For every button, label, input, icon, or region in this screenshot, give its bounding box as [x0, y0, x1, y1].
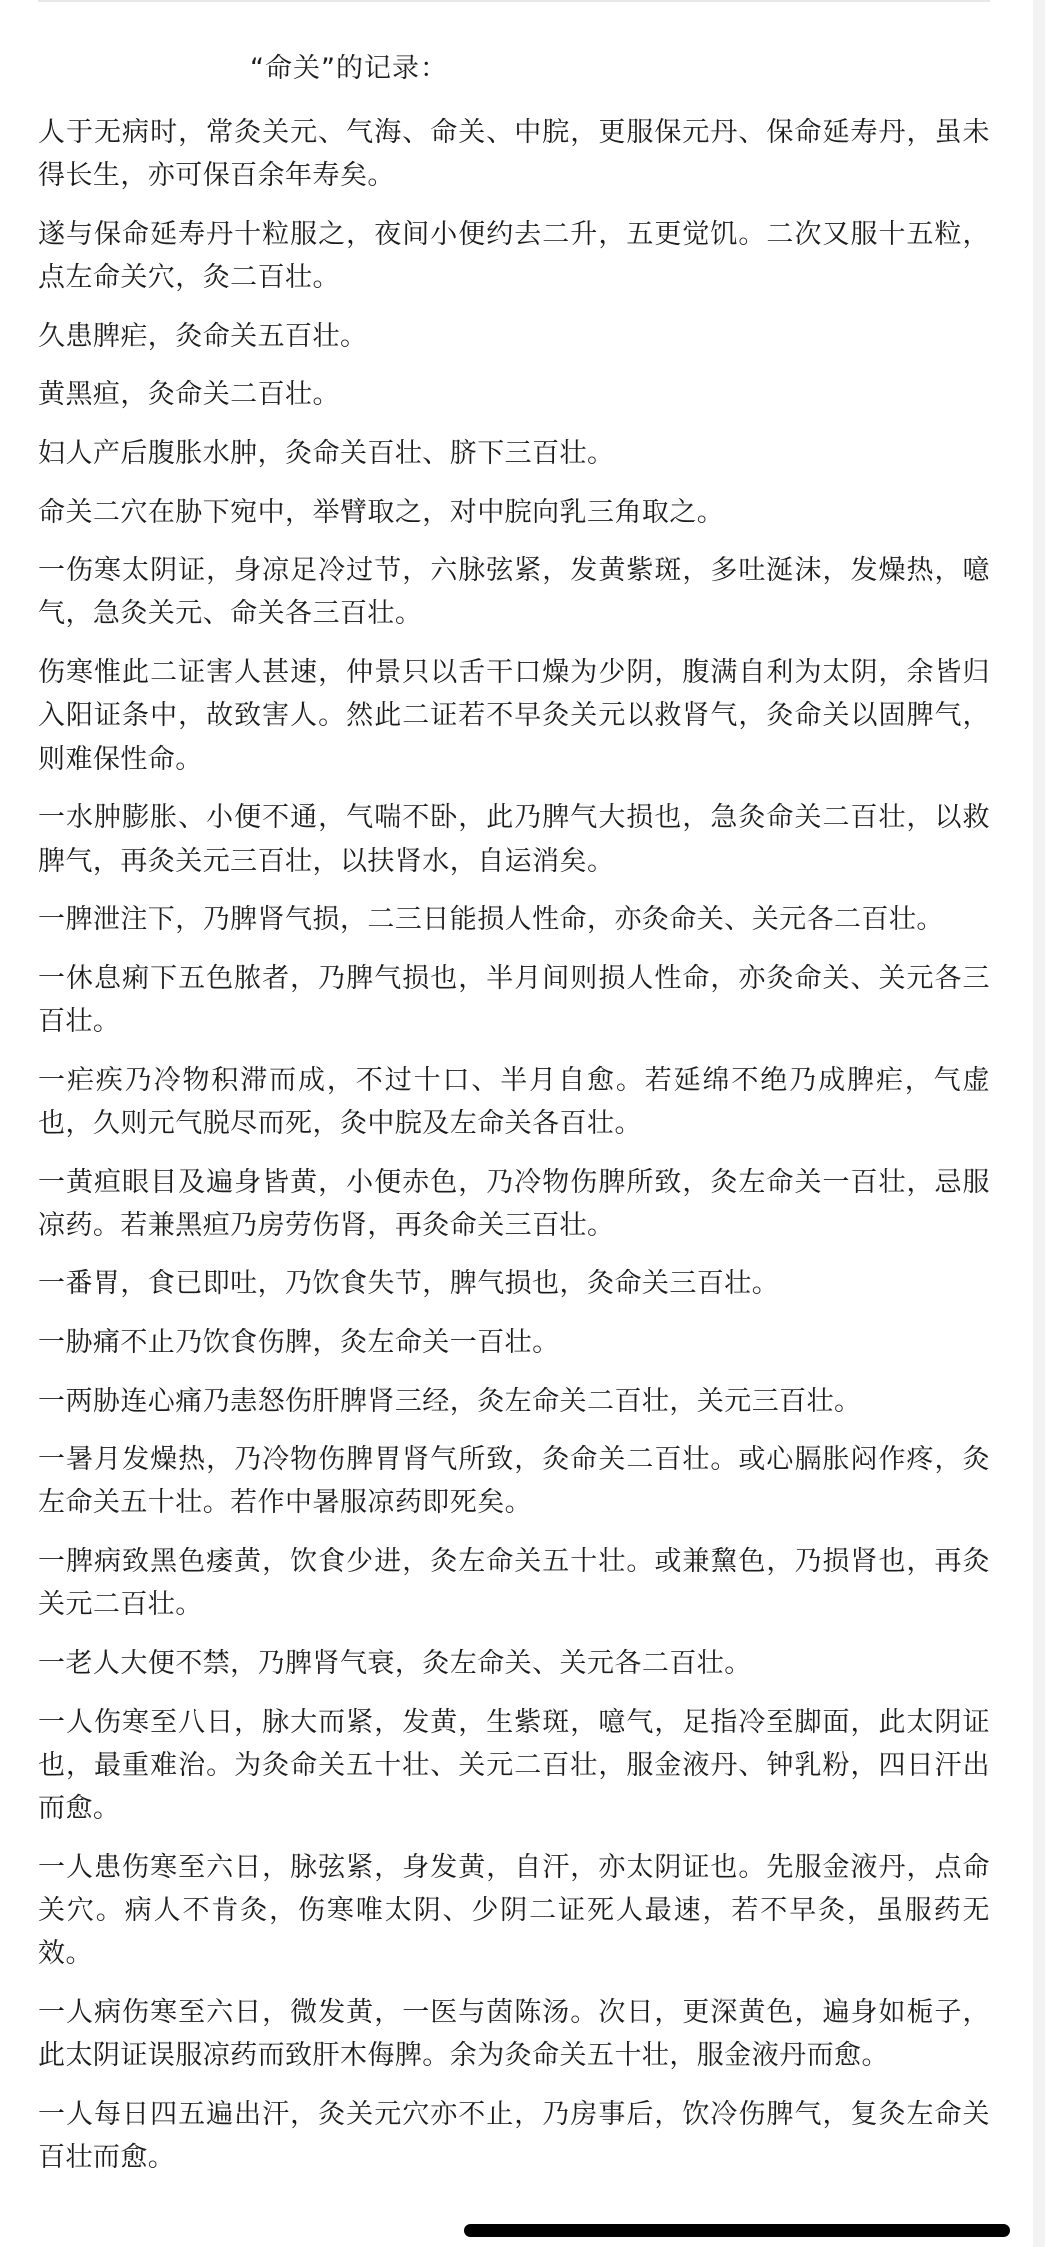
paragraph: 伤寒惟此二证害人甚速，仲景只以舌干口燥为少阴，腹满自利为太阴，余皆归入阳证条中，故致害人。然此二证若不早灸关元以救肾气，灸命关以固脾气，则难保性命。 — [38, 657, 990, 775]
article-body — [38, 46, 990, 2195]
paragraph: 一脾病致黑色痿黄，饮食少进，灸左命关五十壮。或兼黧色，乃损肾也，再灸关元二百壮。 — [38, 1546, 990, 1621]
paragraph: 一人患伤寒至六日，脉弦紧，身发黄，自汗，亦太阴证也。先服金液丹，点命关穴。病人不肯灸，伤寒唯太阴、少阴二证死人最速，若不早灸，虽服药无效。 — [38, 1851, 990, 1970]
scroll-gutter — [1033, 0, 1045, 2247]
paragraph: 一疟疾乃冷物积滞而成，不过十口、半月自愈。若延绵不绝乃成脾疟，气虚也，久则元气脱尽而死，灸中脘及左命关各百壮。 — [38, 1064, 990, 1139]
paragraph: 命关二穴在胁下宛中，举臂取之，对中脘向乳三角取之。 — [38, 496, 725, 528]
paragraph: 一两胁连心痛乃恚怒伤肝脾肾三经，灸左命关二百壮，关元三百壮。 — [38, 1385, 862, 1417]
paragraph: 一伤寒太阴证，身凉足冷过节，六脉弦紧，发黄紫斑，多吐涎沫，发燥热，噫气，急灸关元、命关各三百壮。 — [38, 555, 990, 630]
paragraph: 一暑月发燥热，乃冷物伤脾胃肾气所致，灸命关二百壮。或心膈胀闷作疼，灸左命关五十壮。若作中暑服凉药即死矣。 — [38, 1444, 990, 1519]
paragraph: 遂与保命延寿丹十粒服之，夜间小便约去二升，五更觉饥。二次又服十五粒，点左命关穴，灸二百壮。 — [38, 218, 990, 294]
paragraph: 一水肿膨胀、小便不通，气喘不卧，此乃脾气大损也，急灸命关二百壮，以救脾气，再灸关元三百壮，以扶肾水，自运消矣。 — [38, 802, 990, 877]
paragraph: 黄黑疸，灸命关二百壮。 — [38, 379, 340, 411]
section-heading: “命关”的记录： — [250, 53, 448, 84]
paragraph-list — [38, 111, 990, 2179]
paragraph: 人于无病时，常灸关元、气海、命关、中脘，更服保元丹、保命延寿丹，虽未得长生，亦可保百余年寿矣。 — [38, 117, 990, 192]
paragraph: 久患脾疟，灸命关五百壮。 — [38, 320, 368, 352]
paragraph: 一人每日四五遍出汗，灸关元穴亦不止，乃房事后，饮冷伤脾气，复灸左命关百壮而愈。 — [38, 2098, 990, 2174]
paragraph: 一人伤寒至八日，脉大而紧，发黄，生紫斑，噫气，足指冷至脚面，此太阴证也，最重难治。为灸命关五十壮、关元二百壮，服金液丹、钟乳粉，四日汗出而愈。 — [38, 1706, 990, 1825]
paragraph: 一胁痛不止乃饮食伤脾，灸左命关一百壮。 — [38, 1326, 560, 1358]
paragraph: 一人病伤寒至六日，微发黄，一医与茵陈汤。次日，更深黄色，遍身如栀子，此太阴证误服凉药而致肝木侮脾。余为灸命关五十壮，服金液丹而愈。 — [38, 1996, 990, 2072]
paragraph: 一黄疸眼目及遍身皆黄，小便赤色，乃冷物伤脾所致，灸左命关一百壮，忌服凉药。若兼黑疸乃房劳伤肾，再灸命关三百壮。 — [38, 1166, 990, 1241]
paragraph: 一番胃，食已即吐，乃饮食失节，脾气损也，灸命关三百壮。 — [38, 1268, 780, 1300]
top-divider — [38, 0, 990, 2]
paragraph: 妇人产后腹胀水肿，灸命关百壮、脐下三百壮。 — [38, 437, 615, 469]
home-indicator[interactable] — [464, 2224, 1010, 2237]
paragraph: 一脾泄注下，乃脾肾气损，二三日能损人性命，亦灸命关、关元各二百壮。 — [38, 904, 944, 936]
paragraph: 一休息痢下五色脓者，乃脾气损也，半月间则损人性命，亦灸命关、关元各三百壮。 — [38, 962, 990, 1038]
paragraph: 一老人大便不禁，乃脾肾气衰，灸左命关、关元各二百壮。 — [38, 1647, 752, 1679]
